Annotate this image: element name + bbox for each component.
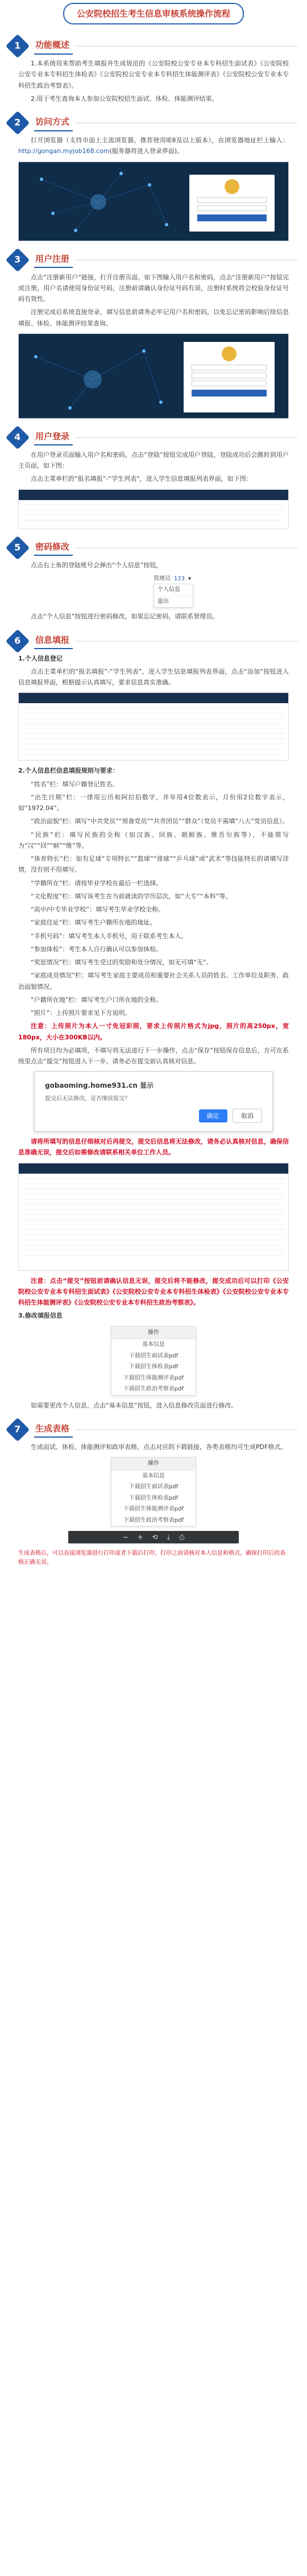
app-toolbar [19,490,288,500]
role-label: 管理员 [154,575,171,582]
menu-item-download-interview[interactable]: 下载招生面试表pdf [128,1352,179,1359]
password-field[interactable] [192,373,267,378]
menu-header: 操作 [111,1327,196,1340]
rule-item: “家庭成员情况”栏：填写考生家庭主要成员和重要社会关系人员的姓名、工作单位及职务、政治面貌情况。 [18,972,289,990]
app-toolbar [19,1163,288,1174]
section-title: 信息填报 [34,633,73,649]
zoom-out-icon[interactable]: − [122,1533,128,1541]
menu-item-basic-info[interactable]: 基本信息 [142,1341,165,1348]
site-url-link[interactable]: http://gongan.myjob168.com [18,147,110,155]
page-title: 公安院校招生考生信息审核系统操作流程 [63,3,244,24]
download-icon[interactable]: ⤓ [167,1533,170,1541]
paragraph: 点击“个人信息”按钮进行密码修改，如果忘记密码，请联系管理员。 [31,613,219,621]
rotate-icon[interactable]: ⟲ [152,1533,158,1541]
menu-item-download-political[interactable]: 下载招生政治考察表pdf [123,1517,184,1524]
dialog-host: gobaoming.home931.cn 显示 [45,1081,154,1090]
paragraph: 所有项目均为必填项，不填写将无法进行下一步操作，点击“保存”按钮保存信息后，方可在系统里点击“提交”按钮进入下一步，请务必在提交前认真核对信息。 [18,1046,289,1065]
rule-item: “姓名”栏：填写户籍登记姓名。 [31,780,119,788]
rule-item: “奖惩情况”栏：填写考生受过的奖励和处分情况，如无可填“无”。 [31,959,213,966]
submitted-form-screenshot [18,1163,289,1271]
login-button[interactable] [197,214,267,221]
confirm-button[interactable]: 确定 [199,1109,227,1122]
rule-item: “出生日期”栏：一律用公历和阿拉伯数字，并年用4位数表示，月份用2位数字表示，如“1972.04”。 [18,793,289,812]
section-title: 访问方式 [34,114,73,131]
subheading: 3.修改填报信息 [18,1312,63,1320]
rules-list [0,779,307,1019]
subheading: 2.个人信息栏信息填报规则与要求： [18,767,119,775]
paragraph: 如需要更改个人信息，点击“基本信息”按钮，进入信息修改页面进行修改。 [31,1401,238,1409]
section-title: 功能概述 [34,38,73,54]
menu-item-basic-info[interactable]: 基本信息 [142,1472,165,1479]
menu-item-download-interview[interactable]: 下载招生面试表pdf [128,1484,179,1490]
confirm-dialog [34,1071,273,1132]
rule-item: “学籍所在”栏：请按毕业学校在最后一栏选择。 [31,879,163,887]
paragraph: 点击主菜单栏的“报名填报”-“学生列表”，进入学生信息填报列表界面，如下图： [31,475,252,483]
emblem-icon [225,179,239,194]
section-number-badge: 2 [6,111,30,135]
rule-item: “照片”：上传照片要求见下方说明。 [31,1009,131,1017]
info-form-screenshot [18,692,289,761]
paragraph: 注册完成后系统直接登录，填写信息前请务必牢记用户名和密码，以免忘记密码影响后续信息填报、体检、体能测评结果查询。 [18,308,289,327]
login-screenshot [18,162,289,241]
section-4-head [9,429,298,446]
account-header [154,574,222,584]
section-number-badge: 7 [6,1418,30,1442]
section-5-head [9,539,298,556]
section-7-head [9,1421,298,1438]
rule-item: “体育特长”栏：如有足球“专项特长”“篮球”“排球”“乒乓球”或“武术”等技能特长的请填写详情，没有则不用填写。 [18,855,289,874]
register-screenshot [18,333,289,419]
register-panel [184,342,275,412]
rule-item: “家庭住址”栏：填写考生户籍所在地的地址。 [31,919,156,927]
rule-item: “民族”栏：填写民族的全称（如汉族、回族、朝鲜族、维吾尔族等），不能简写为“汉”“回”“鲜”“维”等。 [18,831,289,849]
section-number-badge: 4 [6,426,30,449]
paragraph: 点击右上角的登陆账号会弹出“个人信息”按钮， [31,561,163,569]
operation-menu [111,1457,196,1526]
menu-item-download-physical[interactable]: 下载招生体检表pdf [128,1495,179,1501]
dialog-message: 提交后无法修改，是否继续提交？ [45,1096,130,1103]
rule-item: “政治面貌”栏：填写“中共党员”“预备党员”“共青团员”“群众”（党员不需填“八大”党员信息）。 [31,818,289,825]
title-bar [0,0,307,27]
paragraph: 打开浏览器（支持市面上主流浏览器，推荐使用IE8及以上版本），在浏览器地址栏上输入：http://gongan.myjob168.com(服务器将进入登录界面)。 [18,137,289,155]
paragraph: 2.用于考生查询本人参加公安院校招生面试、体检、体能测评结果。 [31,94,218,102]
paragraph: 1.本系统用来帮助考生填报并生成规范的《公安院校公安专业本专科招生面试表》《公安院校公安专业本专科招生体检表》《公安院校公安专业本专科招生体能测评表》《公安院校公安专业本专科招生政治考察表》。 [18,60,289,89]
section-2-head [9,114,298,131]
menu-header: 操作 [111,1458,196,1471]
menu-item-logout[interactable]: 退出 [157,598,169,605]
confirm-password-field[interactable] [192,381,267,386]
paragraph: 点击“注册新用户”链接，打开注册页面，如下图输入用户名和密码，点击“注册新用户”按钮完成注册，用户名请使用身份证号码，注册前请确认身份证号码有误，注册时系统将会校验身份证号码有效性。 [18,273,289,303]
rule-item: “手机号码”：填写考生本人手机号，用于联系考生本人。 [31,932,188,940]
rule-item: “参加体检”：考生本人自行确认可以参加体检。 [31,945,163,953]
app-toolbar [19,693,288,703]
login-panel [189,175,275,232]
menu-item-profile[interactable]: 个人信息 [154,584,193,596]
account-name[interactable]: 123 [174,575,185,582]
section-6-head [9,633,298,650]
account-menu [154,584,193,608]
menu-item-download-physical[interactable]: 下载招生体检表pdf [128,1364,179,1370]
section-title: 用户登录 [34,429,73,445]
paragraph: 点击主菜单栏的“报名填报”-“学生列表”，进入学生信息填报列表界面，点击“添加”按钮进入信息填报界面，根据提示认真填写，要求信息真实准确。 [18,667,289,686]
subheading: 1.个人信息登记 [18,654,63,662]
section-1-head [9,38,298,55]
section-number-badge: 6 [6,629,30,653]
zoom-in-icon[interactable]: + [137,1533,143,1541]
student-list-screenshot [18,489,289,529]
footer-note: 生成表格后，可以直接浏览器进行打印或者下载后打印，打印之前请核对本人信息和格式，确保打印后的表格正确无误。 [18,1550,285,1566]
menu-item-download-fitness[interactable]: 下载招生体能测评表pdf [123,1506,184,1512]
section-3-head [9,251,298,269]
paragraph: 生成面试、体检、体能测评和政审表格，点击对应的下载链接，各类表格均可生成PDF格式。 [31,1443,287,1451]
section-number-badge: 5 [6,535,30,559]
rule-item: “户籍所在地”栏：填写考生户口所在地的全称。 [31,996,163,1004]
chevron-down-icon: ▾ [188,575,192,582]
account-dropdown-screenshot [154,574,222,608]
password-field[interactable] [197,205,267,211]
cancel-button[interactable]: 取消 [233,1109,262,1123]
section-title: 密码修改 [34,539,73,556]
photo-requirement-note: 注意：上传照片为本人一寸免冠彩照，要求上传照片格式为jpg，照片的高250px，宽180px，大小在300KB以内。 [18,1022,289,1041]
section-title: 用户注册 [34,251,73,268]
warning-note: 请将所填写的信息仔细核对后再提交，提交后信息将无法修改，请务必认真核对信息，确保信息准确无误，提交后如需修改请联系相关单位工作人员。 [18,1138,289,1157]
print-icon[interactable]: ⎙ [179,1533,185,1541]
operation-menu [111,1326,196,1396]
paragraph: 在用户登录页面输入用户名和密码，点击“登陆”按钮完成用户登陆，登陆成功后会跳转到用户主页面，如下图： [18,451,289,469]
id-number-field[interactable] [192,365,267,370]
section-title: 生成表格 [34,1421,73,1438]
section-number-badge: 3 [6,247,30,271]
rule-item: “高中/中专毕业学校”：填写考生毕业学校全称。 [31,906,165,913]
username-field[interactable] [197,197,267,203]
pdf-viewer-toolbar [68,1531,239,1543]
rule-item: “文化程度”栏：填写该考生在当前就读的学历层次，如“大专”“本科”等。 [31,892,232,900]
menu-item-download-political[interactable]: 下载招生政治考察表pdf [123,1386,184,1392]
section-number-badge: 1 [6,34,30,58]
submit-warning-note: 注意：点击“提交”按钮前请确认信息无误，提交后将不能修改，提交成功后可以打印《公安院校公安专业本专科招生面试表》《公安院校公安专业本专科招生体检表》《公安院校公安专业本专科招生体能测评表》《公安院校公安专业本专科招生政治考察表》。 [18,1277,289,1306]
register-button[interactable] [192,390,267,397]
emblem-icon [222,346,237,361]
menu-item-download-fitness[interactable]: 下载招生体能测评表pdf [123,1374,184,1381]
